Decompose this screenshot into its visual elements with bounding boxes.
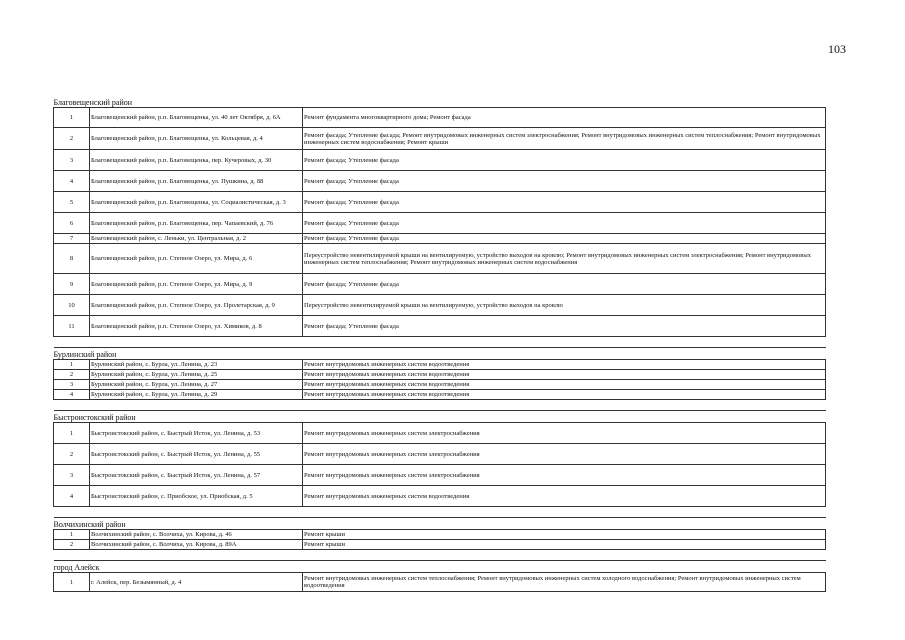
address-cell: Благовещенский район, р.п. Степное Озеро, ул. Мира, д. 6 bbox=[90, 244, 303, 274]
address-cell: Благовещенский район, с. Леньки, ул. Центральная, д. 2 bbox=[90, 234, 303, 244]
row-number: 1 bbox=[54, 573, 90, 592]
row-number: 2 bbox=[54, 444, 90, 465]
section-title: Благовещенский район bbox=[54, 96, 826, 108]
spacer-cell bbox=[54, 550, 826, 561]
section-spacer bbox=[54, 400, 826, 411]
table-row bbox=[54, 234, 826, 244]
table-row bbox=[54, 108, 826, 128]
row-number: 4 bbox=[54, 486, 90, 507]
section-spacer bbox=[54, 337, 826, 348]
table-row bbox=[54, 128, 826, 150]
table-row bbox=[54, 465, 826, 486]
table-row bbox=[54, 423, 826, 444]
row-number: 1 bbox=[54, 423, 90, 444]
works-cell: Ремонт фасада; Утепление фасада bbox=[303, 213, 826, 234]
section-header-row bbox=[54, 348, 826, 360]
section-header-row bbox=[54, 518, 826, 530]
address-cell: Бурлинский район, с. Бурла, ул. Ленина, д. 23 bbox=[90, 360, 303, 370]
address-cell: Благовещенский район, р.п. Благовещенка, ул. 40 лет Октября, д. 6А bbox=[90, 108, 303, 128]
table-row bbox=[54, 370, 826, 380]
row-number: 1 bbox=[54, 360, 90, 370]
address-cell: Благовещенский район, р.п. Степное Озеро, ул. Пролетарская, д. 9 bbox=[90, 295, 303, 316]
works-cell: Ремонт крыши bbox=[303, 530, 826, 540]
row-number: 7 bbox=[54, 234, 90, 244]
capital-repair-table bbox=[53, 96, 825, 592]
works-cell: Ремонт внутридомовых инженерных систем водоотведения bbox=[303, 360, 826, 370]
works-cell: Ремонт внутридомовых инженерных систем теплоснабжения; Ремонт внутридомовых инженерных систем холодного водоснабжения; Ремонт внутридомовых инженерных систем водоотведения bbox=[303, 573, 826, 592]
address-cell: Благовещенский район, р.п. Благовещенка, ул. Пушкина, д. 88 bbox=[90, 171, 303, 192]
works-cell: Ремонт внутридомовых инженерных систем электроснабжения bbox=[303, 465, 826, 486]
spacer-cell bbox=[54, 337, 826, 348]
address-cell: Быстроистокский район, с. Приобское, ул. Приобская, д. 5 bbox=[90, 486, 303, 507]
table-row bbox=[54, 171, 826, 192]
row-number: 8 bbox=[54, 244, 90, 274]
row-number: 1 bbox=[54, 530, 90, 540]
row-number: 11 bbox=[54, 316, 90, 337]
section-title: город Алейск bbox=[54, 561, 826, 573]
works-cell: Ремонт фасада; Утепление фасада bbox=[303, 192, 826, 213]
address-cell: Благовещенский район, р.п. Благовещенка, пер. Кучеровых, д. 30 bbox=[90, 150, 303, 171]
works-cell: Ремонт внутридомовых инженерных систем электроснабжения bbox=[303, 423, 826, 444]
section-header-row bbox=[54, 561, 826, 573]
address-cell: Благовещенский район, р.п. Степное Озеро, ул. Химиков, д. 8 bbox=[90, 316, 303, 337]
row-number: 9 bbox=[54, 274, 90, 295]
works-cell: Ремонт фасада; Утепление фасада; Ремонт внутридомовых инженерных систем электроснабжения; Ремонт внутридомовых инженерных систем теплоснабжения; Ремонт внутридомовых инженерных систем водоснабжения; Ремонт крыши bbox=[303, 128, 826, 150]
works-cell: Ремонт внутридомовых инженерных систем водоотведения bbox=[303, 486, 826, 507]
page-number: 103 bbox=[828, 42, 846, 56]
table-row bbox=[54, 274, 826, 295]
address-cell: Бурлинский район, с. Бурла, ул. Ленина, д. 27 bbox=[90, 380, 303, 390]
table-row bbox=[54, 295, 826, 316]
row-number: 3 bbox=[54, 380, 90, 390]
row-number: 6 bbox=[54, 213, 90, 234]
address-cell: Благовещенский район, р.п. Благовещенка, ул. Социалистическая, д. 3 bbox=[90, 192, 303, 213]
row-number: 4 bbox=[54, 171, 90, 192]
spacer-cell bbox=[54, 400, 826, 411]
works-cell: Ремонт внутридомовых инженерных систем водоотведения bbox=[303, 390, 826, 400]
address-cell: Быстроистокский район, с. Быстрый Исток, ул. Ленина, д. 57 bbox=[90, 465, 303, 486]
table-row bbox=[54, 530, 826, 540]
table-row bbox=[54, 486, 826, 507]
works-cell: Ремонт фасада; Утепление фасада bbox=[303, 234, 826, 244]
row-number: 1 bbox=[54, 108, 90, 128]
row-number: 10 bbox=[54, 295, 90, 316]
address-cell: Благовещенский район, р.п. Благовещенка, ул. Кольцевая, д. 4 bbox=[90, 128, 303, 150]
address-cell: г. Алейск, пер. Безымянный, д. 4 bbox=[90, 573, 303, 592]
table-row bbox=[54, 213, 826, 234]
address-cell: Быстроистокский район, с. Быстрый Исток, ул. Ленина, д. 55 bbox=[90, 444, 303, 465]
address-cell: Волчихинский район, с. Волчиха, ул. Кирова, д. 89А bbox=[90, 540, 303, 550]
row-number: 2 bbox=[54, 540, 90, 550]
table-row bbox=[54, 380, 826, 390]
works-cell: Ремонт фасада; Утепление фасада bbox=[303, 316, 826, 337]
works-cell: Ремонт внутридомовых инженерных систем электроснабжения bbox=[303, 444, 826, 465]
section-header-row bbox=[54, 96, 826, 108]
address-cell: Благовещенский район, р.п. Степное Озеро, ул. Мира, д. 9 bbox=[90, 274, 303, 295]
works-cell: Ремонт фасада; Утепление фасада bbox=[303, 171, 826, 192]
address-cell: Быстроистокский район, с. Быстрый Исток, ул. Ленина, д. 53 bbox=[90, 423, 303, 444]
row-number: 4 bbox=[54, 390, 90, 400]
row-number: 3 bbox=[54, 150, 90, 171]
section-header-row bbox=[54, 411, 826, 423]
table-row bbox=[54, 316, 826, 337]
address-cell: Бурлинский район, с. Бурла, ул. Ленина, д. 29 bbox=[90, 390, 303, 400]
section-spacer bbox=[54, 507, 826, 518]
row-number: 2 bbox=[54, 128, 90, 150]
row-number: 5 bbox=[54, 192, 90, 213]
table-row bbox=[54, 192, 826, 213]
section-title: Быстроистокский район bbox=[54, 411, 826, 423]
works-cell: Ремонт крыши bbox=[303, 540, 826, 550]
repair-list-table bbox=[53, 96, 826, 592]
spacer-cell bbox=[54, 507, 826, 518]
works-cell: Ремонт внутридомовых инженерных систем водоотведения bbox=[303, 380, 826, 390]
address-cell: Волчихинский район, с. Волчиха, ул. Кирова, д. 46 bbox=[90, 530, 303, 540]
works-cell: Ремонт фасада; Утепление фасада bbox=[303, 274, 826, 295]
row-number: 3 bbox=[54, 465, 90, 486]
works-cell: Переустройство невентилируемой крыши на вентилируемую, устройство выходов на кровлю; Ремонт внутридомовых инженерных систем электроснабжения; Ремонт внутридомовых инженерных систем теплоснабжения; Ремонт внутридомовых инженерных систем водоснабжения bbox=[303, 244, 826, 274]
table-row bbox=[54, 390, 826, 400]
table-row bbox=[54, 444, 826, 465]
section-spacer bbox=[54, 550, 826, 561]
table-row bbox=[54, 244, 826, 274]
section-title: Бурлинский район bbox=[54, 348, 826, 360]
table-row bbox=[54, 150, 826, 171]
table-row bbox=[54, 573, 826, 592]
row-number: 2 bbox=[54, 370, 90, 380]
works-cell: Ремонт фасада; Утепление фасада bbox=[303, 150, 826, 171]
address-cell: Бурлинский район, с. Бурла, ул. Ленина, д. 25 bbox=[90, 370, 303, 380]
address-cell: Благовещенский район, р.п. Благовещенка, пер. Чапаевский, д. 76 bbox=[90, 213, 303, 234]
works-cell: Ремонт внутридомовых инженерных систем водоотведения bbox=[303, 370, 826, 380]
works-cell: Переустройство невентилируемой крыши на вентилируемую, устройство выходов на кровлю bbox=[303, 295, 826, 316]
table-row bbox=[54, 540, 826, 550]
works-cell: Ремонт фундамента многоквартирного дома; Ремонт фасада bbox=[303, 108, 826, 128]
section-title: Волчихинский район bbox=[54, 518, 826, 530]
table-row bbox=[54, 360, 826, 370]
